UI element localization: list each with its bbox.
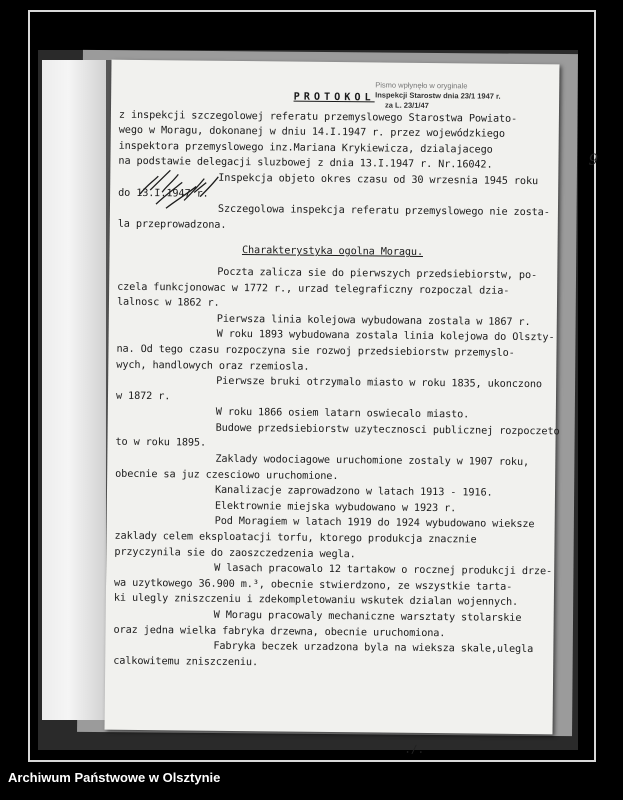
stamp-line-3: za L. 23/1/47 [385,100,429,110]
inspection-period-paragraph [118,170,548,206]
text-line: w 1872 r. [115,390,171,402]
section-heading: Charakterystyka ogolna Moragu. [241,245,424,259]
text-line: Szczegolowa inspekcja referatu przemyslowego nie zosta- [217,203,550,219]
stamp-line-2: Inspekcji Starostw dnia 23/1 1947 r. [375,90,501,101]
text-line: wych, handlowych oraz rzemiosla. [116,359,310,373]
document-text [113,70,560,674]
text-line: na. Od tego czasu rozpoczyna sie rozwoj przedsiebiorstw przemyslo- [116,343,515,359]
text-line: oraz jedna wielka fabryka drzewna, obecnie uruchomiona. [113,624,446,639]
characteristics-body [113,264,560,674]
text-line: wa uzytkowego 36.900 m.³, obecnie stwierdzono, ze wszystkie tarta- [113,577,513,593]
text-line: Budowe przedsiebiorstw uzytecznosci publicznej rozpoczeto [215,422,560,438]
text-line: W Moragu pracowaly mechaniczne warsztaty stolarskie [213,609,522,624]
text-line: W lasach pracowalo 12 tartakow o rocznej produkcji drze- [214,562,553,578]
text-line: Poczta zalicza sie do pierwszych przedsiebiorstw, po- [217,266,538,282]
folder-binding [42,60,108,720]
text-line: to w roku 1895. [115,437,207,450]
closing-mark: ./. [404,742,425,756]
reference-mark: 9 [588,150,599,169]
text-line: Elektrownie miejska wybudowano w 1923 r. [214,500,457,515]
text-line: Zaklady wodociagowe uruchomione zostaly w 1907 roku, [215,453,530,469]
text-line: do 13.I.1947 r. [118,187,209,200]
intro-paragraph [118,107,549,174]
text-line: lalnosc w 1862 r. [116,296,220,309]
text-line: obecnie sa juz czesciowo uruchomione. [115,468,339,482]
text-line: ki ulegly zniszczeniu i zdekompletowaniu wskutek dzialan wojennych. [113,593,519,609]
text-line: la przeprowadzona. [117,218,227,231]
text-line: zaklady celem eksploatacji torfu, ktorego produkcja znacznie [114,530,477,546]
stamp-line-1: Pismo wpłynęło w oryginale [375,80,468,91]
text-line: inspektora przemyslowego inz.Mariana Krykiewicza, dzialajacego [118,140,493,156]
text-line: Pierwsza linia kolejowa wybudowana zostala w 1867 r. [216,313,531,328]
text-line: Inspekcja objeto okres czasu od 30 wrzesnia 1945 roku [218,172,539,188]
archive-label: Archiwum Państwowe w Olsztynie [8,770,221,785]
text-line: W roku 1893 wybudowana zostala linia kolejowa do Olszty- [216,329,555,344]
text-line: na podstawie delegacji sluzbowej z dnia 13.I.1947 r. Nr.16042. [118,156,493,172]
text-line: Kanalizacje zaprowadzono w latach 1913 - 1916. [214,485,493,499]
text-line: calkowitemu zniszczeniu. [113,655,259,669]
text-line: Fabryka beczek urzadzona byla na wieksza skale,ulegla [213,640,534,656]
text-line: przyczynila sie do zaoszczedzenia wegla. [114,546,356,560]
text-line: Pod Moragiem w latach 1919 do 1924 wybudowano wieksze [214,516,535,531]
text-line: W roku 1866 osiem latarn oswiecalo miasto. [215,407,470,421]
text-line: wego w Moragu, dokonanej w dniu 14.I.1947 r. przez wojewódzkiego [118,124,505,140]
document-page [105,60,599,756]
document-title: PROTOKOL [293,91,375,104]
text-line: czela funkcjonowac w 1772 r., urzad telegraficzny rozpoczal dzia- [117,281,510,297]
text-line: Pierwsze bruki otrzymalo miasto w roku 1835, ukonczono [216,375,543,391]
text-line: z inspekcji szczegolowej referatu przemyslowego Starostwa Powiato- [118,109,518,125]
inspection-status-paragraph [118,201,548,237]
